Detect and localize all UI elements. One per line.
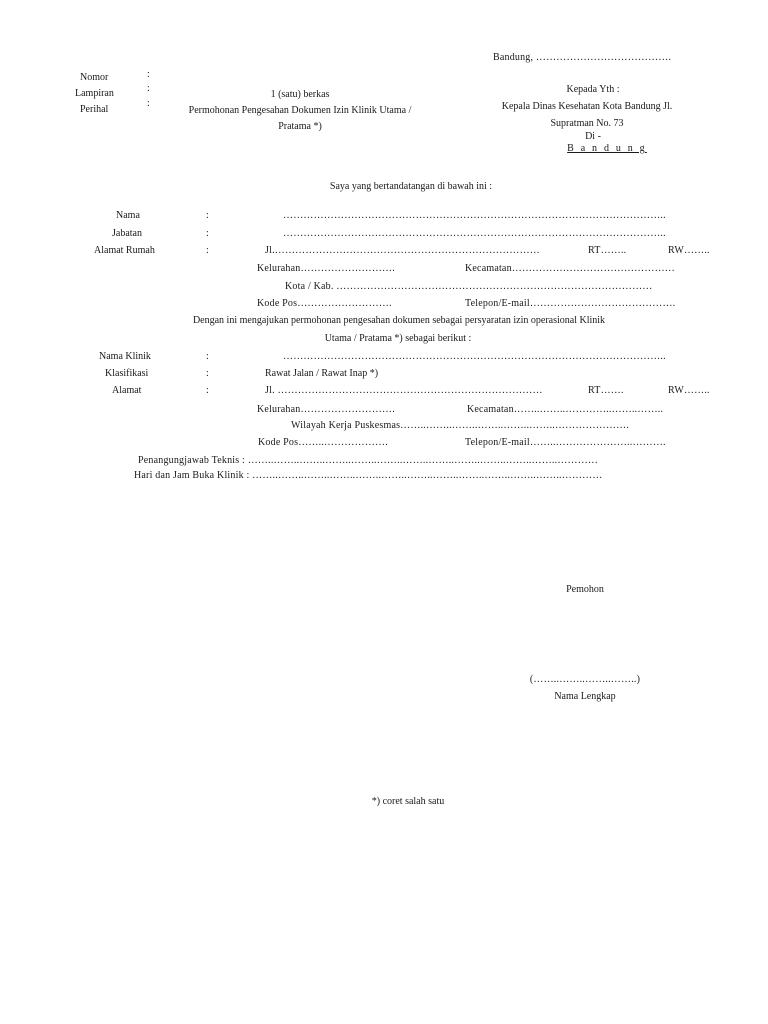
applicant-telepon-field[interactable]: Telepon/E-mail…………………………………….	[465, 298, 676, 309]
signature-blank[interactable]: (……..……..……..……..)	[529, 674, 641, 685]
perihal-value-line-2: Pratama *)	[278, 121, 322, 132]
pemohon-label: Pemohon	[566, 584, 604, 595]
clinic-klasifikasi-label: Klasifikasi	[105, 368, 149, 379]
clinic-jl-field[interactable]: Jl. ……………………………………………………………………	[265, 385, 543, 396]
applicant-nama-colon: :	[206, 210, 209, 221]
kepada-yth: Kepada Yth :	[566, 84, 620, 95]
applicant-kecamatan-field[interactable]: Kecamatan…………………………………………	[465, 263, 675, 274]
applicant-kelurahan-field[interactable]: Kelurahan……………………….	[257, 263, 395, 274]
di-label: Di -	[585, 131, 601, 142]
applicant-nama-field[interactable]: …………………………………………………………………………………………………..	[283, 210, 666, 221]
recipient-line-1: Kepala Dinas Kesehatan Kota Bandung Jl.	[501, 101, 673, 112]
clinic-klasifikasi-value: Rawat Jalan / Rawat Inap *)	[265, 368, 379, 379]
perihal-value-line-1: Permohonan Pengesahan Dokumen Izin Klinik Utama /	[188, 105, 412, 116]
clinic-nama-colon: :	[206, 351, 209, 362]
date-line: Bandung, ………………………………….	[493, 52, 672, 63]
clinic-nama-field[interactable]: …………………………………………………………………………………………………..	[283, 351, 666, 362]
applicant-alamat-label: Alamat Rumah	[94, 245, 155, 256]
clinic-alamat-colon: :	[206, 385, 209, 396]
clinic-rt-field[interactable]: RT…….	[588, 385, 624, 396]
nama-lengkap-label: Nama Lengkap	[554, 691, 616, 702]
clinic-wilayah-field[interactable]: Wilayah Kerja Puskesmas……..……..……..……..……..……..………………….	[291, 420, 630, 431]
lampiran-label: Lampiran	[75, 88, 114, 99]
clinic-rw-field[interactable]: RW……..	[668, 385, 710, 396]
applicant-nama-label: Nama	[116, 210, 140, 221]
applicant-rw-field[interactable]: RW……..	[668, 245, 710, 256]
clinic-kelurahan-field[interactable]: Kelurahan……………………….	[257, 404, 395, 415]
footnote: *) coret salah satu	[371, 796, 445, 807]
clinic-alamat-label: Alamat	[112, 385, 142, 396]
applicant-jabatan-label: Jabatan	[112, 228, 142, 239]
clinic-penanggungjawab-field[interactable]: Penangungjawab Teknis : ……..……..……..……..……..……..……..……..……..……..……..……..…………	[138, 455, 599, 466]
lampiran-value: 1 (satu) berkas	[270, 89, 330, 100]
nomor-label: Nomor	[80, 72, 109, 83]
clinic-kecamatan-field[interactable]: Kecamatan……..……..…………..……..……..	[467, 404, 664, 415]
clinic-intro-line-2: Utama / Pratama *) sebagai berikut :	[324, 333, 472, 344]
applicant-jabatan-colon: :	[206, 228, 209, 239]
perihal-colon: :	[147, 98, 150, 109]
applicant-kodepos-field[interactable]: Kode Pos……………………….	[257, 298, 392, 309]
clinic-nama-label: Nama Klinik	[99, 351, 151, 362]
clinic-kodepos-field[interactable]: Kode Pos……..……………….	[258, 437, 388, 448]
applicant-jl-field[interactable]: Jl.……………………………………………………………………	[265, 245, 540, 256]
clinic-hari-jam-field[interactable]: Hari dan Jam Buka Klinik : ……..……..……..……..……..……..……..……..……..……..……..……..…………	[134, 470, 603, 481]
applicant-kota-field[interactable]: Kota / Kab. …………………………………………………………………………………	[285, 281, 653, 292]
applicant-rt-field[interactable]: RT……..	[588, 245, 627, 256]
clinic-klasifikasi-colon: :	[206, 368, 209, 379]
clinic-telepon-field[interactable]: Telepon/E-mail……..…………………..……….	[465, 437, 666, 448]
city-bandung: B a n d u n g	[567, 143, 647, 154]
recipient-line-2: Supratman No. 73	[550, 118, 624, 129]
applicant-intro: Saya yang bertandatangan di bawah ini :	[329, 181, 493, 192]
lampiran-colon: :	[147, 83, 150, 94]
applicant-jabatan-field[interactable]: …………………………………………………………………………………………………..	[283, 228, 666, 239]
clinic-intro-line-1: Dengan ini mengajukan permohonan pengesahan dokumen sebagai persyaratan izin operasional Klinik	[192, 315, 606, 326]
applicant-alamat-colon: :	[206, 245, 209, 256]
nomor-colon: :	[147, 69, 150, 80]
perihal-label: Perihal	[80, 104, 109, 115]
